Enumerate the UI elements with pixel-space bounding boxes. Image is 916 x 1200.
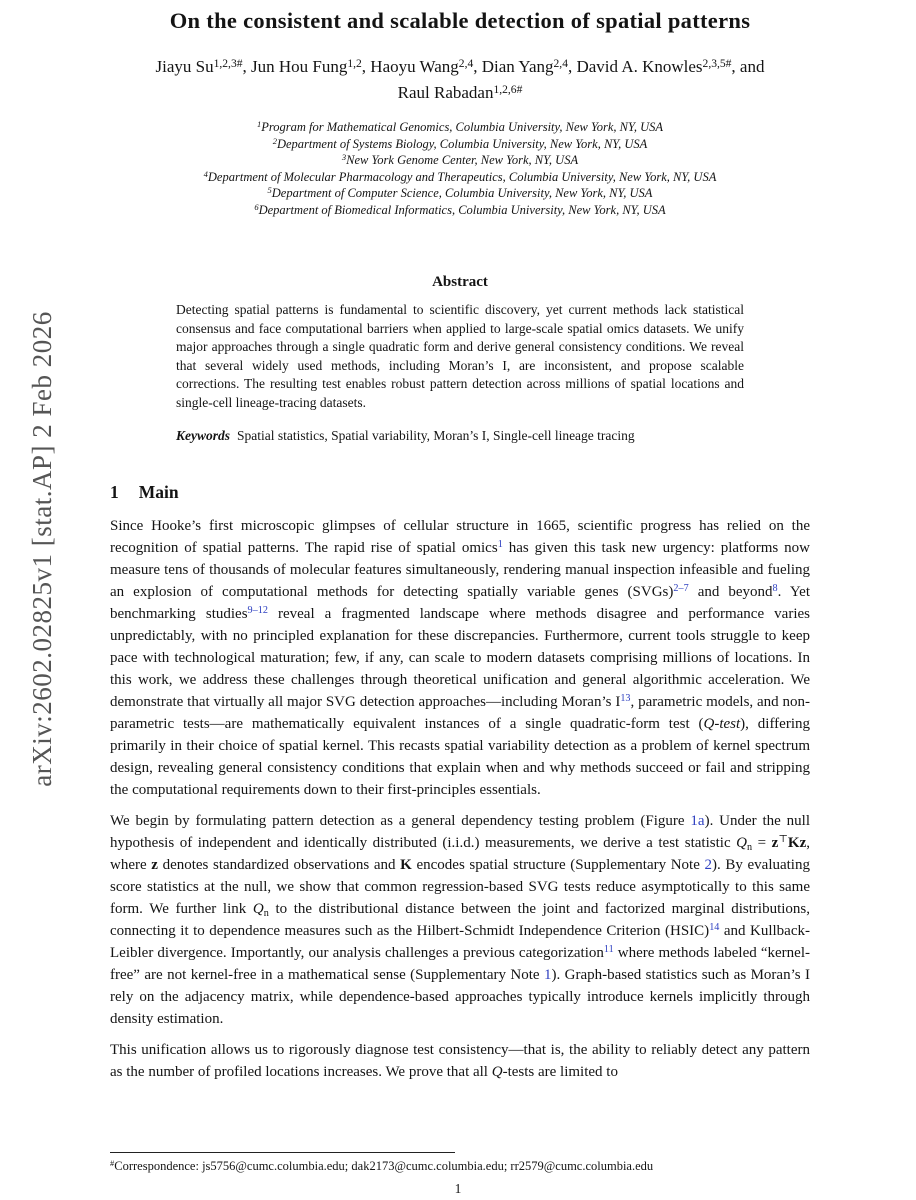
superscript: # bbox=[110, 1158, 115, 1169]
superscript: 5 bbox=[267, 185, 272, 196]
text-run: Department of Computer Science, Columbia University, New York, NY, USA bbox=[271, 186, 653, 200]
text-run: encodes spatial structure (Supplementary Note bbox=[411, 857, 705, 873]
citation-link[interactable]: 9–12 bbox=[247, 605, 268, 617]
text-run: Since Hooke’s first microscopic glimpses of cellular structure in 1665, scientific progress has relied on the recognition of spatial patterns. The rapid rise of spatial omics bbox=[110, 518, 810, 556]
affiliation-line bbox=[110, 136, 810, 153]
citation-link[interactable]: 1 bbox=[497, 539, 503, 551]
text-run: denotes standardized observations and bbox=[157, 857, 401, 873]
ref-link[interactable]: 2 bbox=[704, 857, 712, 873]
section-heading-main bbox=[110, 482, 810, 503]
text-run: , where bbox=[110, 835, 810, 873]
text-run: reveal a fragmented landscape where methods disagree and performance varies unpredictably, with no principled explanation for these discrepancies. Furthermore, current tools struggle to keep pace with technological maturation; few, if any, can scale to modern datasets comprising millions of locations. In this work, we address these challenges through theoretical unification and general algorithmic acceleration. We demonstrate that virtually all major SVG detection approaches—including Moran’s I bbox=[110, 606, 810, 710]
superscript: 2,4 bbox=[553, 56, 568, 70]
affiliation-line bbox=[110, 119, 810, 136]
text-run: , Haoyu Wang bbox=[361, 57, 459, 76]
text-run: ). Graph-based statistics such as Moran’s I rely on the adjacency matrix, while dependence-based approaches typically introduce kernels implicitly through density estimation. bbox=[110, 967, 810, 1027]
body-paragraph bbox=[110, 1039, 810, 1083]
text-run: and beyond bbox=[688, 584, 773, 600]
text-run: z bbox=[151, 857, 158, 873]
text-run: Kz bbox=[787, 835, 807, 851]
text-run: z bbox=[771, 835, 779, 851]
citation-link[interactable]: 11 bbox=[603, 944, 614, 956]
subscript: n bbox=[747, 841, 753, 853]
superscript: 3 bbox=[341, 152, 347, 163]
keywords-line bbox=[176, 428, 744, 444]
section-title: Main bbox=[138, 482, 179, 502]
paper-content bbox=[110, 0, 810, 1083]
text-run: K bbox=[400, 857, 412, 873]
text-run: Correspondence: js5756@cumc.columbia.edu; dak2173@cumc.columbia.edu; rr2579@cumc.columbia.edu bbox=[114, 1159, 654, 1173]
text-run: ). By evaluating score statistics at the null, we show that common regression-based SVG tests reduce asymptotically to this same form. We further link bbox=[110, 857, 810, 917]
text-run: where methods labeled “kernel-free” are not kernel-free in a mathematical sense (Supplementary Note bbox=[110, 945, 810, 983]
citation-link[interactable]: 13 bbox=[620, 693, 631, 705]
arxiv-watermark: arXiv:2602.02825v1 [stat.AP] 2 Feb 2026 bbox=[27, 311, 57, 787]
keywords-label: Keywords bbox=[176, 428, 230, 443]
text-run: , David A. Knowles bbox=[567, 57, 703, 76]
text-run: , parametric models, and non-parametric tests—are mathematically equivalent instances of a single quadratic-form test ( bbox=[110, 694, 811, 732]
footnote-rule bbox=[110, 1152, 455, 1153]
footnote-block bbox=[110, 1152, 810, 1174]
superscript: 1,2,6# bbox=[493, 82, 523, 96]
text-run: New York Genome Center, New York, NY, USA bbox=[346, 153, 579, 167]
paper-title: On the consistent and scalable detection of spatial patterns bbox=[169, 8, 751, 33]
affiliation-line bbox=[110, 185, 810, 202]
text-run: Department of Molecular Pharmacology and Therapeutics, Columbia University, New York, NY, USA bbox=[207, 169, 717, 184]
page-number: 1 bbox=[454, 1181, 462, 1196]
text-run: -tests are limited to bbox=[502, 1064, 618, 1080]
text-run: and Kullback-Leibler divergence. Importantly, our analysis challenges a previous categorization bbox=[110, 923, 810, 961]
affiliation-line bbox=[110, 152, 810, 169]
affiliation-line bbox=[110, 202, 810, 219]
text-run: Program for Mathematical Genomics, Columbia University, New York, NY, USA bbox=[261, 120, 663, 134]
section-number: 1 bbox=[110, 482, 119, 502]
citation-link[interactable]: 2–7 bbox=[673, 583, 689, 595]
superscript: 2,3,5# bbox=[702, 56, 732, 70]
text-run: ). Under the null hypothesis of independent and identically distributed (i.i.d.) measurements, we derive a test statistic bbox=[110, 813, 810, 851]
body-paragraph bbox=[110, 810, 810, 1030]
text-run: Q bbox=[252, 901, 264, 917]
text-run: , Dian Yang bbox=[473, 57, 554, 76]
text-run: This unification allows us to rigorously diagnose test consistency—that is, the ability to reliably detect any pattern as the number of profiled locations increases. We prove that all bbox=[110, 1042, 810, 1080]
text-run: to the distributional distance between the joint and factorized marginal distributions, connecting it to dependence measures such as the Hilbert-Schmidt Independence Criterion (HSIC) bbox=[110, 901, 810, 939]
text-run: Department of Biomedical Informatics, Columbia University, New York, NY, USA bbox=[258, 202, 666, 217]
text-run: = bbox=[752, 835, 772, 851]
ref-link[interactable]: 1a bbox=[690, 813, 705, 829]
superscript: 6 bbox=[254, 201, 259, 212]
affiliation-line bbox=[110, 169, 810, 186]
superscript: 1,2 bbox=[347, 56, 362, 70]
text-run: Q bbox=[491, 1064, 503, 1080]
text-run: , and Raul Rabadan bbox=[397, 57, 765, 102]
body-paragraph bbox=[110, 515, 810, 801]
citation-link[interactable]: 8 bbox=[772, 583, 778, 595]
superscript: 1 bbox=[257, 119, 262, 130]
citation-link[interactable]: 14 bbox=[709, 922, 720, 934]
author-line bbox=[140, 54, 780, 106]
text-run: Q bbox=[736, 835, 747, 851]
superscript: 4 bbox=[203, 168, 208, 179]
text-run: We begin by formulating pattern detection as a general dependency testing problem (Figure bbox=[110, 813, 691, 829]
correspondence-footnote bbox=[110, 1158, 810, 1174]
text-run: has given this task new urgency: platforms now measure tens of thousands of molecular features simultaneously, rendering manual inspection infeasible and fueling an explosion of computational methods for detecting spatially variable genes (SVGs) bbox=[110, 540, 810, 600]
text-run: Department of Systems Biology, Columbia University, New York, NY, USA bbox=[276, 136, 648, 151]
superscript: 2 bbox=[272, 135, 277, 146]
text-run: Jiayu Su bbox=[155, 57, 214, 76]
ref-link[interactable]: 1 bbox=[543, 967, 552, 983]
affiliations bbox=[110, 119, 810, 218]
superscript: ⊤ bbox=[778, 834, 788, 846]
abstract-text: Detecting spatial patterns is fundamental to scientific discovery, yet current methods lack statistical consensus and face computational barriers when applied to large-scale spatial omics datasets. We unify major approaches through a single quadratic form and derive general consistency conditions. We reveal that several widely used methods, including Moran’s I, are inconsistent, and propose scalable corrections. The resulting test enables robust pattern detection across millions of spatial locations and single-cell lineage-tracing datasets. bbox=[176, 302, 744, 410]
keywords-text: Spatial statistics, Spatial variability, Moran’s I, Single-cell lineage tracing bbox=[237, 428, 635, 443]
text-run: , Jun Hou Fung bbox=[242, 57, 348, 76]
superscript: 1,2,3# bbox=[213, 56, 243, 70]
text-run: ), differing primarily in their choice of spatial kernel. This recasts spatial variability detection as a problem of kernel spectrum design, revealing general consistency conditions that explain when and why methods succeed or fail and stripping the computational requirements down to their first-principles essentials. bbox=[110, 716, 810, 798]
subscript: n bbox=[263, 907, 269, 919]
text-run: . Yet benchmarking studies bbox=[110, 584, 810, 622]
superscript: 2,4 bbox=[458, 56, 474, 70]
abstract-heading: Abstract bbox=[432, 274, 488, 290]
text-run: Q-test bbox=[703, 716, 741, 732]
